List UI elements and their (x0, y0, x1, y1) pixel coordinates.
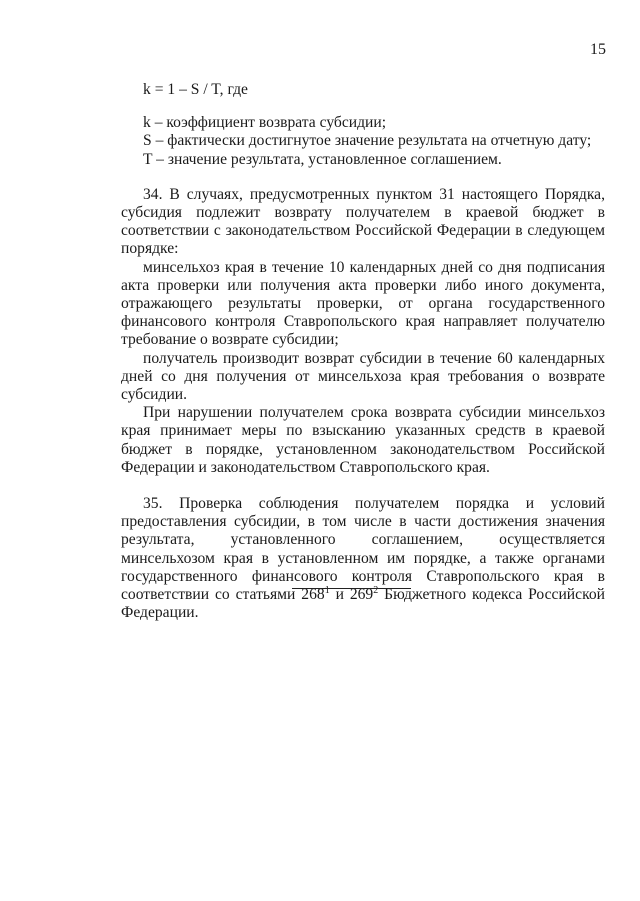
definitions-list (121, 114, 605, 169)
page-number: 15 (590, 41, 606, 58)
definition-s: S – фактически достигнутое значение результата на отчетную дату; (143, 132, 592, 150)
definition-k: k – коэффициент возврата субсидии; (143, 114, 387, 132)
section-34 (121, 186, 605, 477)
section-35-text-mid: и 269 (329, 586, 374, 604)
footnote-superscript-1: 1 (324, 585, 330, 597)
section-35 (121, 495, 605, 622)
section-35-text-after: Бюджетного кодекса Российской Федерации. (121, 586, 605, 622)
footnote-superscript-2: 2 (373, 585, 379, 597)
section-35-text-before: 35. Проверка соблюдения получателем порядка и условий предоставления субсидии, в том числе в части достижения значения результата, установленного соглашением, осуществляется минсельхозом края в установленном им порядке, а также органами государственного финансового контроля Ставропольского края в соответствии со статьями 268 (121, 495, 605, 604)
section-35-text (121, 495, 605, 622)
document-body (121, 81, 605, 622)
section-34-step-2: получатель производит возврат субсидии в течение 60 календарных дней со дня получения от минсельхоза края требования о возврате субсидии. (121, 349, 605, 404)
formula: k = 1 – S / T, где (143, 81, 248, 98)
section-34-violation: При нарушении получателем срока возврата субсидии минсельхоз края принимает меры по взысканию указанных средств в краевой бюджет в порядке, установленном законодательством Российской Федерации и законодательством Ставропольского края. (121, 404, 605, 476)
section-34-step-1: минсельхоз края в течение 10 календарных дней со дня подписания акта проверки или получения акта проверки либо иного документа, отражающего результаты проверки, от органа государственного финансового контроля Ставропольского края направляет получателю требование о возврате субсидии; (121, 258, 605, 349)
section-34-intro: 34. В случаях, предусмотренных пунктом 31 настоящего Порядка, субсидия подлежит возврату получателем в краевой бюджет в соответствии с законодательством Российской Федерации в следующем порядке: (121, 185, 605, 258)
end-separator-line (292, 588, 411, 589)
definition-t: T – значение результата, установленное соглашением. (143, 150, 502, 168)
